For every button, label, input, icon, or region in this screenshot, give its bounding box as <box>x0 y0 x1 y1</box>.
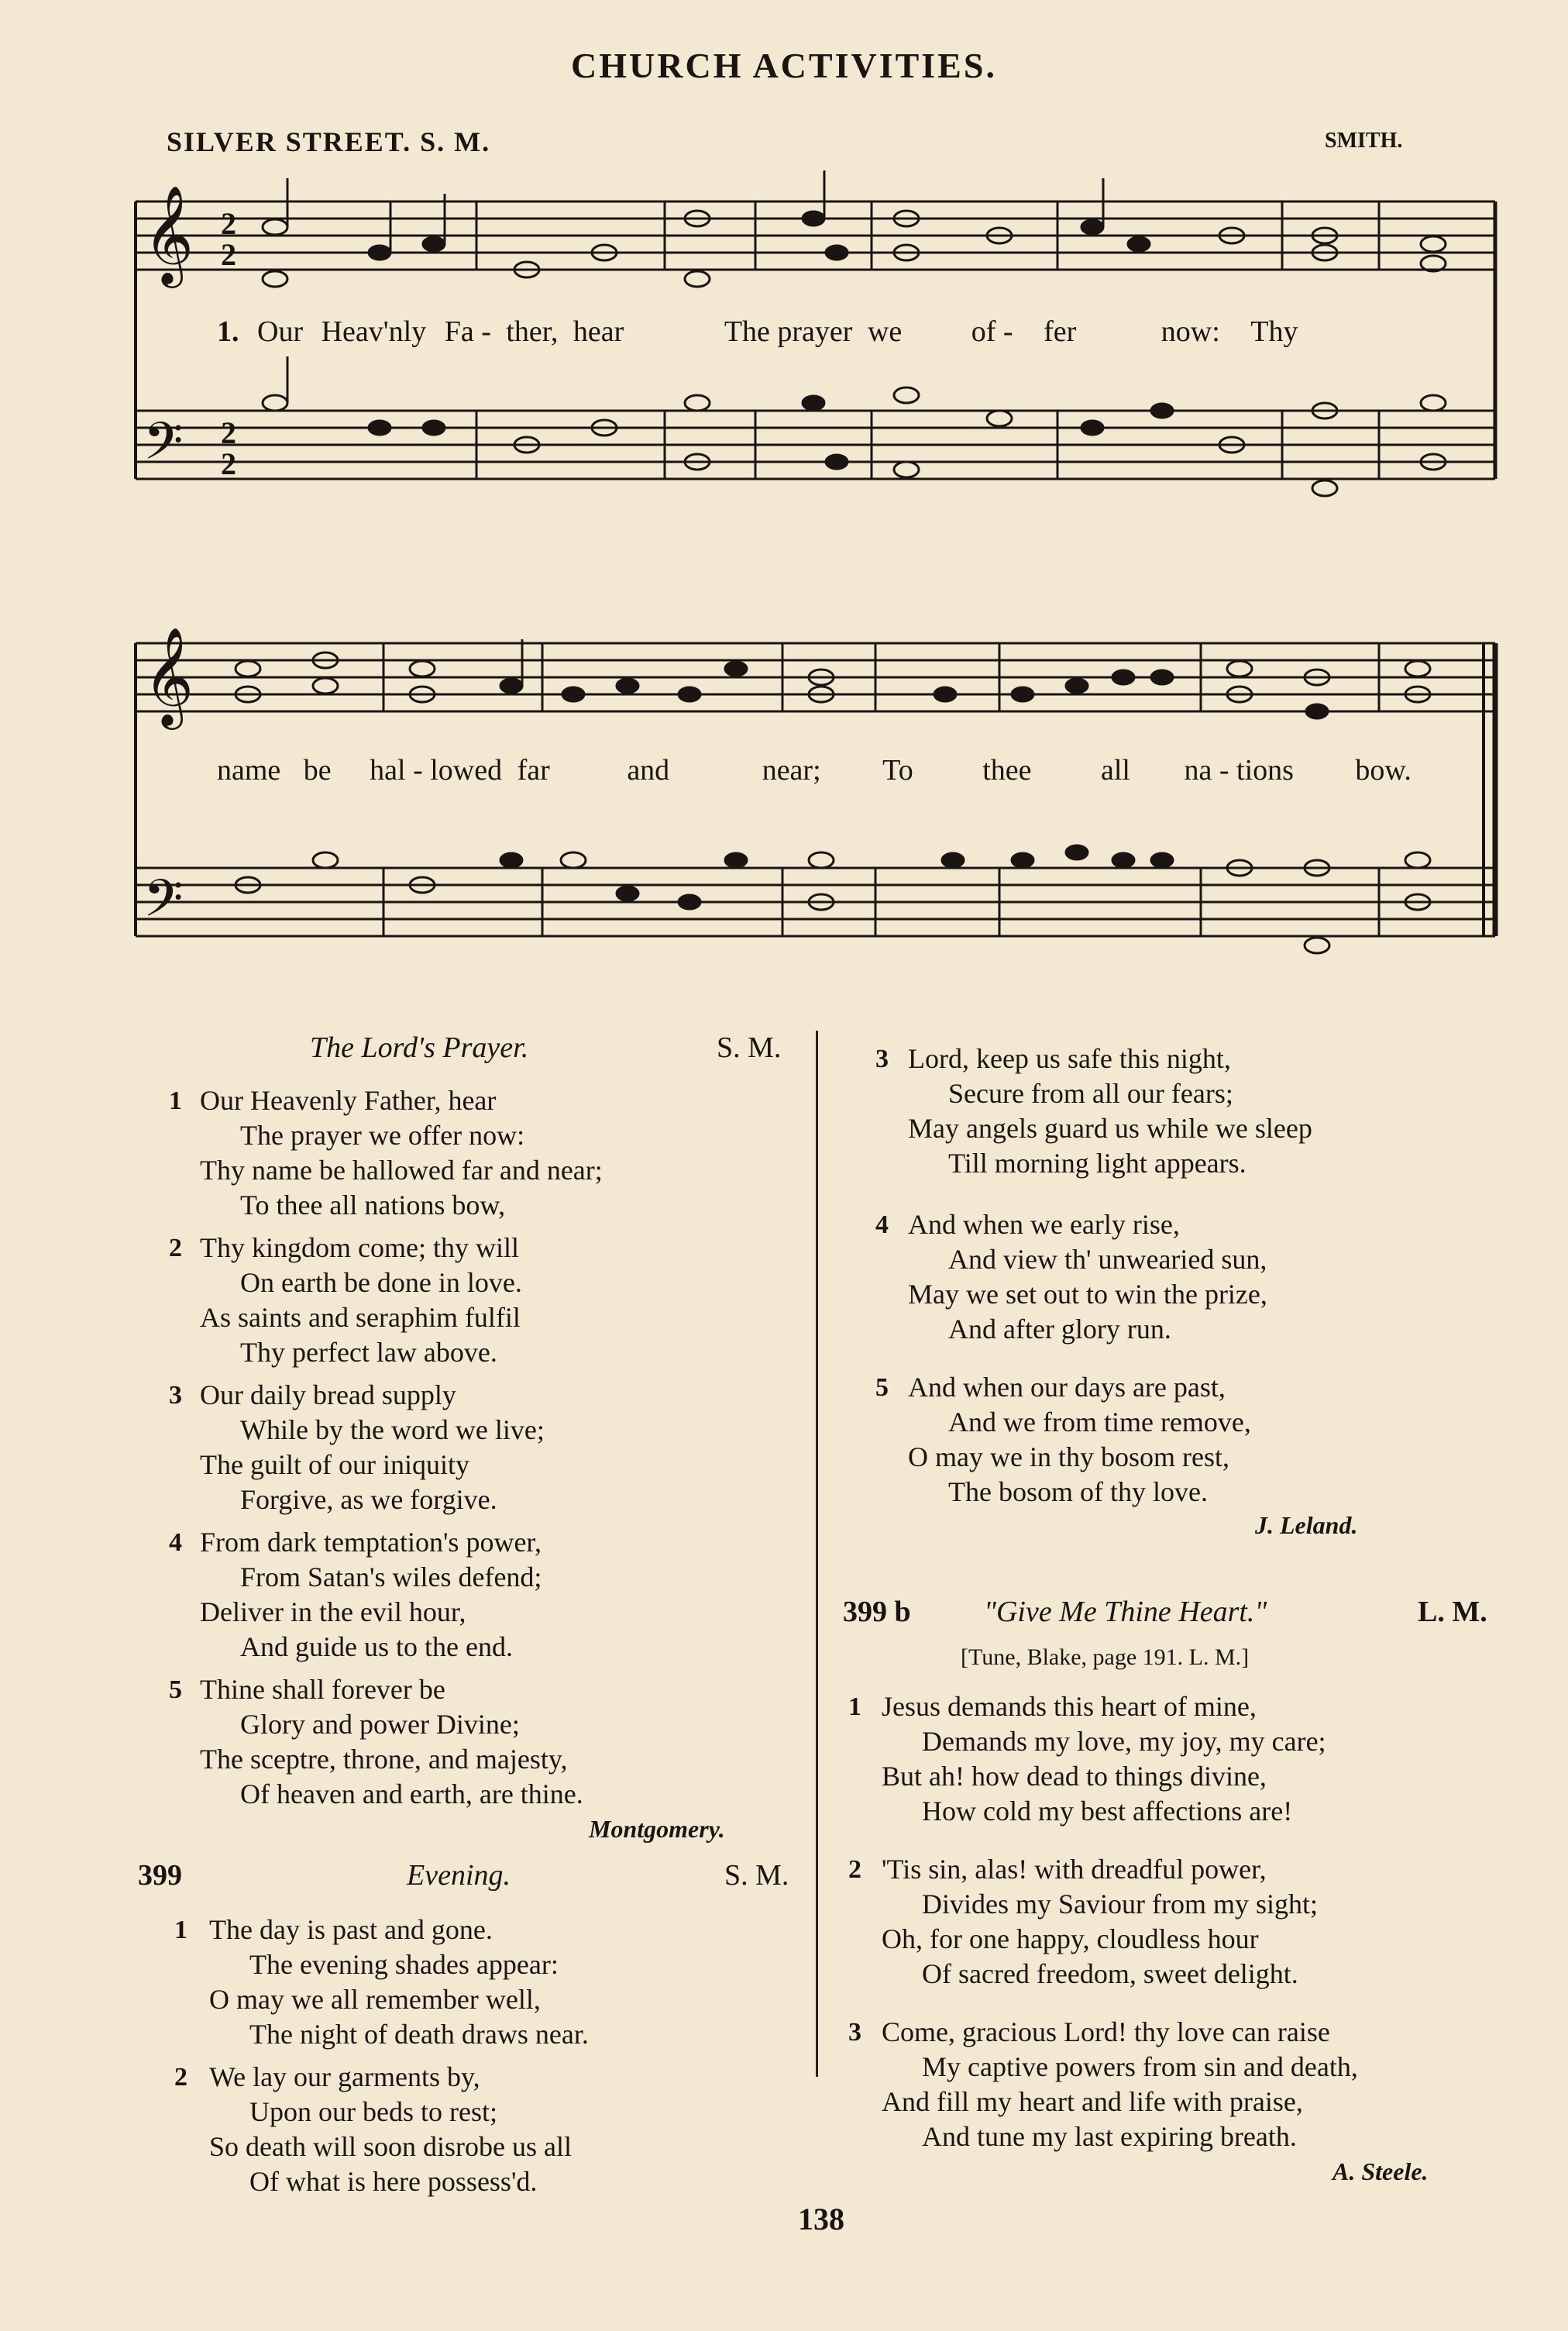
lyric-syllable: Our <box>257 315 304 348</box>
verse-a3 <box>200 1378 545 1517</box>
verse-a4 <box>200 1525 542 1665</box>
svg-text:𝄢: 𝄢 <box>143 869 184 941</box>
verse-b4 <box>908 1207 1267 1347</box>
verse-line: Our daily bread supply <box>200 1379 456 1410</box>
verse-line: The bosom of thy love. <box>948 1476 1208 1507</box>
lyric-syllable: To <box>882 754 913 787</box>
hymn-meter: S. M. <box>724 1859 789 1892</box>
verse-line: And tune my last expiring breath. <box>922 2121 1297 2152</box>
page-number: 138 <box>798 2202 844 2236</box>
hymn-number: 399 <box>138 1859 182 1892</box>
svg-text:𝄞: 𝄞 <box>143 626 194 725</box>
tune-composer: SMITH. <box>1325 129 1403 153</box>
hymn-header-give-me-thine-heart <box>984 1595 1267 1629</box>
lyric-syllable: Fa - <box>444 315 491 348</box>
verse-number: 3 <box>875 1045 889 1073</box>
verse-line: The sceptre, throne, and majesty, <box>200 1744 568 1775</box>
verse-line: Of sacred freedom, sweet delight. <box>922 1958 1298 1989</box>
hymn-title: Evening. <box>407 1859 511 1892</box>
verse-line: Thy kingdom come; thy will <box>200 1232 519 1263</box>
verse-line: How cold my best affections are! <box>922 1796 1293 1827</box>
lyric-syllable: and <box>627 754 670 787</box>
lyric-syllable: now: <box>1161 315 1220 348</box>
hymn-title: The Lord's Prayer. <box>310 1031 529 1064</box>
lyric-syllable: fer <box>1044 315 1077 348</box>
svg-text:𝄞: 𝄞 <box>143 184 194 284</box>
verse-line: From dark temptation's power, <box>200 1527 542 1558</box>
verse-line: The guilt of our iniquity <box>200 1449 469 1480</box>
lyric-syllable: hear <box>573 315 624 348</box>
verse-line: Glory and power Divine; <box>240 1709 520 1740</box>
verse-number: 1 <box>174 1916 187 1944</box>
lyric-syllable: na - tions <box>1184 754 1294 787</box>
verse-line: And we from time remove, <box>948 1407 1251 1438</box>
verse-line: And when our days are past, <box>908 1372 1226 1403</box>
verse-line: Deliver in the evil hour, <box>200 1596 466 1627</box>
verse-line: But ah! how dead to things divine, <box>882 1761 1267 1792</box>
verse-line: On earth be done in love. <box>240 1267 522 1298</box>
verse-line: Secure from all our fears; <box>948 1078 1233 1109</box>
lyric-syllable: far <box>517 754 550 787</box>
hymn-author: Montgomery. <box>589 1815 725 1843</box>
lyric-syllable: be <box>303 754 332 787</box>
verse-b3 <box>908 1042 1312 1181</box>
svg-text:2: 2 <box>221 237 236 272</box>
verse-line: To thee all nations bow, <box>240 1190 506 1221</box>
verse-number: 4 <box>169 1528 182 1557</box>
verse-line: Lord, keep us safe this night, <box>908 1043 1231 1074</box>
verse-line: And guide us to the end. <box>240 1631 513 1662</box>
verse-number: 2 <box>169 1234 182 1262</box>
verse-c3 <box>882 2015 1358 2154</box>
verse-number: 3 <box>848 2018 861 2047</box>
verse-line: My captive powers from sin and death, <box>922 2051 1358 2082</box>
hymn-header-evening <box>407 1858 511 1892</box>
lyric-syllable: we <box>867 315 903 348</box>
verse-line: May we set out to win the prize, <box>908 1279 1267 1310</box>
verse-line: Forgive, as we forgive. <box>240 1484 497 1515</box>
lyric-syllable: 1. <box>217 315 239 348</box>
verse-b2 <box>209 2060 572 2199</box>
verse-line: Oh, for one happy, cloudless hour <box>882 1923 1259 1954</box>
verse-line: Demands my love, my joy, my care; <box>922 1726 1326 1757</box>
verse-number: 1 <box>169 1086 182 1115</box>
verse-line: Till morning light appears. <box>948 1148 1246 1179</box>
verse-line: And fill my heart and life with praise, <box>882 2086 1303 2117</box>
verse-c1 <box>882 1689 1326 1829</box>
lyric-line-1 <box>217 315 1298 349</box>
verse-number: 3 <box>169 1381 182 1410</box>
svg-text:2: 2 <box>221 206 236 241</box>
lyric-syllable: Thy <box>1250 315 1298 348</box>
tune-reference: [Tune, Blake, page 191. L. M.] <box>961 1644 1250 1670</box>
verse-line: And when we early rise, <box>908 1209 1180 1240</box>
verse-line: May angels guard us while we sleep <box>908 1113 1312 1144</box>
verse-c2 <box>882 1852 1318 1992</box>
verse-line: Jesus demands this heart of mine, <box>882 1691 1257 1722</box>
verse-a5 <box>200 1672 583 1812</box>
lyric-syllable: The prayer <box>724 315 853 348</box>
lyric-syllable: near; <box>762 754 821 787</box>
svg-text:𝄢: 𝄢 <box>143 411 184 484</box>
verse-b5 <box>908 1370 1251 1510</box>
lyric-syllable: ther, <box>506 315 559 348</box>
hymn-meter: S. M. <box>717 1031 782 1064</box>
verse-line: O may we in thy bosom rest, <box>908 1441 1229 1472</box>
verse-line: The evening shades appear: <box>249 1949 559 1980</box>
verse-line: As saints and seraphim fulfil <box>200 1302 521 1333</box>
verse-line: We lay our garments by, <box>209 2061 480 2092</box>
hymn-number: 399 b <box>843 1596 911 1628</box>
svg-text:2: 2 <box>221 446 236 481</box>
tune-title: SILVER STREET. S. M. <box>167 126 491 157</box>
lyric-syllable: bow. <box>1355 754 1412 787</box>
verse-line: Upon our beds to rest; <box>249 2096 497 2127</box>
verse-number: 5 <box>875 1373 889 1402</box>
verse-line: The prayer we offer now: <box>240 1120 525 1151</box>
svg-text:2: 2 <box>221 415 236 450</box>
hymn-meter: L. M. <box>1418 1596 1487 1628</box>
verse-a2 <box>200 1231 522 1370</box>
running-head: CHURCH ACTIVITIES. <box>571 46 997 85</box>
lyric-syllable: of - <box>971 315 1013 348</box>
verse-line: And view th' unwearied sun, <box>948 1244 1267 1275</box>
verse-line: Of heaven and earth, are thine. <box>240 1778 583 1809</box>
lyric-syllable: thee <box>982 754 1032 787</box>
verse-line: From Satan's wiles defend; <box>240 1561 542 1592</box>
verse-line: 'Tis sin, alas! with dreadful power, <box>882 1854 1267 1885</box>
verse-line: While by the word we live; <box>240 1414 545 1445</box>
verse-line: O may we all remember well, <box>209 1984 541 2015</box>
hymn-author: A. Steele. <box>1332 2157 1429 2185</box>
lyric-syllable: hal - lowed <box>370 754 503 787</box>
verse-line: And after glory run. <box>948 1314 1171 1345</box>
verse-line: Thy name be hallowed far and near; <box>200 1155 603 1186</box>
lyric-line-2 <box>217 753 1412 787</box>
verse-line: So death will soon disrobe us all <box>209 2131 572 2162</box>
lyric-syllable: Heav'nly <box>321 315 427 348</box>
lyric-syllable: name <box>217 754 281 787</box>
verse-line: Come, gracious Lord! thy love can raise <box>882 2016 1330 2047</box>
verse-number: 1 <box>848 1692 861 1721</box>
verse-line: Thy perfect law above. <box>240 1337 497 1368</box>
verse-line: Our Heavenly Father, hear <box>200 1085 497 1116</box>
hymn-title: "Give Me Thine Heart." <box>984 1596 1267 1628</box>
hymn-author: J. Leland. <box>1255 1511 1358 1539</box>
verse-line: Of what is here possess'd. <box>249 2166 538 2197</box>
verse-number: 5 <box>169 1675 182 1704</box>
verse-number: 2 <box>848 1855 861 1884</box>
verse-number: 4 <box>875 1210 889 1239</box>
column-divider <box>816 1031 818 2077</box>
verse-number: 2 <box>174 2063 187 2092</box>
verse-line: Thine shall forever be <box>200 1674 445 1705</box>
verse-line: The night of death draws near. <box>249 2019 589 2050</box>
music-system-2 <box>0 589 1568 992</box>
verse-line: The day is past and gone. <box>209 1914 493 1945</box>
lyric-syllable: all <box>1101 754 1130 787</box>
verse-line: Divides my Saviour from my sight; <box>922 1889 1318 1920</box>
verse-b1 <box>209 1913 589 2052</box>
hymn-header-lords-prayer <box>310 1031 528 1065</box>
verse-a1 <box>200 1083 603 1223</box>
